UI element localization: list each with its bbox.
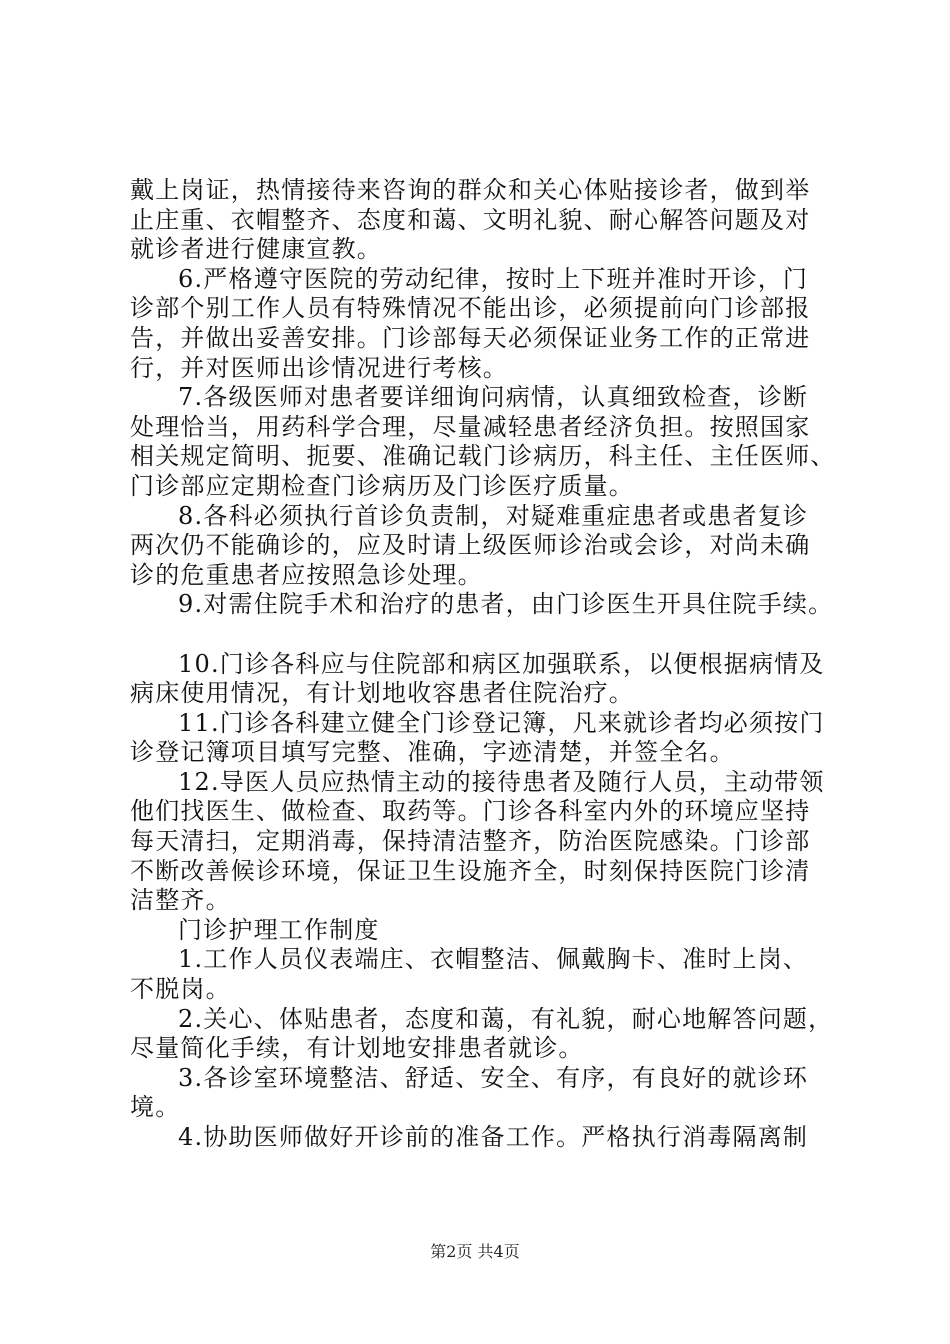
- text-line: 门诊部应定期检查门诊病历及门诊医疗质量。: [130, 471, 634, 500]
- text-line: 诊登记簿项目填写完整、准确，字迹清楚，并签全名。: [130, 738, 735, 767]
- text-line: 每天清扫，定期消毒，保持清洁整齐，防治医院感染。门诊部: [130, 827, 811, 856]
- text-line: 两次仍不能确诊的，应及时请上级医师诊治或会诊，对尚未确: [130, 531, 811, 560]
- text-line: 9.对需住院手术和治疗的患者，由门诊医生开具住院手续。: [178, 590, 834, 619]
- text-line: 病床使用情况，有计划地收容患者住院治疗。: [130, 679, 634, 708]
- document-body: [130, 176, 850, 1153]
- text-line: 诊部个别工作人员有特殊情况不能出诊，必须提前向门诊部报: [130, 294, 811, 323]
- text-line: 11.门诊各科建立健全门诊登记簿，凡来就诊者均必须按门: [178, 708, 825, 737]
- text-line: 10.门诊各科应与住院部和病区加强联系，以便根据病情及: [178, 649, 825, 678]
- text-line: 7.各级医师对患者要详细询问病情，认真细致检查，诊断: [178, 383, 809, 412]
- text-line: 行，并对医师出诊情况进行考核。: [130, 353, 508, 382]
- page-footer: 第2页 共4页: [430, 1242, 520, 1261]
- text-line: 洁整齐。: [130, 886, 231, 915]
- text-line: 不断改善候诊环境，保证卫生设施齐全，时刻保持医院门诊清: [130, 856, 811, 885]
- text-line: 3.各诊室环境整洁、舒适、安全、有序，有良好的就诊环: [178, 1063, 809, 1092]
- text-line: 门诊护理工作制度: [178, 915, 380, 944]
- text-line: 6.严格遵守医院的劳动纪律，按时上下班并准时开诊，门: [178, 264, 809, 293]
- text-line: 戴上岗证，热情接待来咨询的群众和关心体贴接诊者，做到举: [130, 176, 811, 204]
- text-line: 相关规定简明、扼要、准确记载门诊病历，科主任、主任医师、: [130, 442, 836, 471]
- text-line: 4.协助医师做好开诊前的准备工作。严格执行消毒隔离制: [178, 1123, 809, 1151]
- blank-line: [130, 620, 850, 650]
- text-line: 境。: [130, 1093, 181, 1122]
- text-line: 告，并做出妥善安排。门诊部每天必须保证业务工作的正常进: [130, 323, 811, 352]
- text-line: 2.关心、体贴患者，态度和蔼，有礼貌，耐心地解答问题，: [178, 1004, 834, 1033]
- text-line: 止庄重、衣帽整齐、态度和蔼、文明礼貌、耐心解答问题及对: [130, 205, 811, 234]
- text-line: 不脱岗。: [130, 975, 231, 1004]
- text-line: 8.各科必须执行首诊负责制，对疑难重症患者或患者复诊: [178, 501, 809, 530]
- text-line: 诊的危重患者应按照急诊处理。: [130, 560, 483, 589]
- text-line: 12.导医人员应热情主动的接待患者及随行人员，主动带领: [178, 767, 825, 796]
- text-line: 1.工作人员仪表端庄、衣帽整洁、佩戴胸卡、准时上岗、: [178, 945, 809, 974]
- text-line: 他们找医生、做检查、取药等。门诊各科室内外的环境应坚持: [130, 797, 811, 826]
- text-line: 就诊者进行健康宣教。: [130, 235, 382, 264]
- text-line: 处理恰当，用药科学合理，尽量减轻患者经济负担。按照国家: [130, 412, 811, 441]
- text-line: 尽量简化手续，有计划地安排患者就诊。: [130, 1034, 584, 1063]
